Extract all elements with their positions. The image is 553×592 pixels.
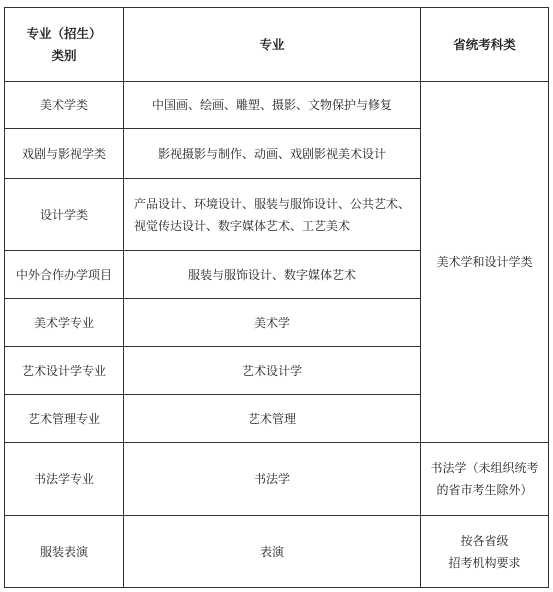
row-majors: 美术学 <box>124 299 421 347</box>
header-major: 专业 <box>124 8 421 82</box>
major-category-table <box>4 7 549 588</box>
row-category: 艺术设计学专业 <box>5 347 124 395</box>
row-majors-text <box>134 193 410 237</box>
row-majors: 中国画、绘画、雕塑、摄影、文物保护与修复 <box>124 82 421 129</box>
row-category: 设计学类 <box>5 179 124 251</box>
row-category: 书法学专业 <box>5 443 124 516</box>
merged-exam-category: 美术学和设计学类 <box>421 82 549 443</box>
table-row <box>5 516 549 588</box>
row-majors: 艺术设计学 <box>124 347 421 395</box>
row-majors: 影视摄影与制作、动画、戏剧影视美术设计 <box>124 129 421 179</box>
header-category <box>5 8 124 82</box>
table-row <box>5 443 549 516</box>
row-exam-category <box>421 516 549 588</box>
row-category: 戏剧与影视学类 <box>5 129 124 179</box>
header-category-line2: 类别 <box>51 47 77 63</box>
row-exam-line1: 按各省级 <box>460 533 509 548</box>
row-category: 美术学类 <box>5 82 124 129</box>
row-majors: 书法学 <box>124 443 421 516</box>
row-exam-line2: 招考机构要求 <box>448 555 521 570</box>
row-exam-line1: 书法学（未组织统考 <box>430 461 539 475</box>
row-majors <box>124 179 421 251</box>
row-category: 艺术管理专业 <box>5 395 124 443</box>
row-exam-category <box>421 443 549 516</box>
row-category: 美术学专业 <box>5 299 124 347</box>
row-category: 中外合作办学项目 <box>5 251 124 299</box>
row-majors: 艺术管理 <box>124 395 421 443</box>
row-majors: 服装与服饰设计、数字媒体艺术 <box>124 251 421 299</box>
row-exam-line2: 的省市考生除外） <box>436 483 533 497</box>
row-majors-line1: 产品设计、环境设计、服装与服饰设计、公共艺术、 <box>133 196 410 211</box>
header-exam-category: 省统考科类 <box>421 8 549 82</box>
row-majors-line2: 视觉传达设计、数字媒体艺术、工艺美术 <box>133 218 350 233</box>
header-category-line1: 专业（招生） <box>26 25 102 41</box>
table-row <box>5 82 549 129</box>
row-majors: 表演 <box>124 516 421 588</box>
row-category: 服装表演 <box>5 516 124 588</box>
table-header-row <box>5 8 549 82</box>
